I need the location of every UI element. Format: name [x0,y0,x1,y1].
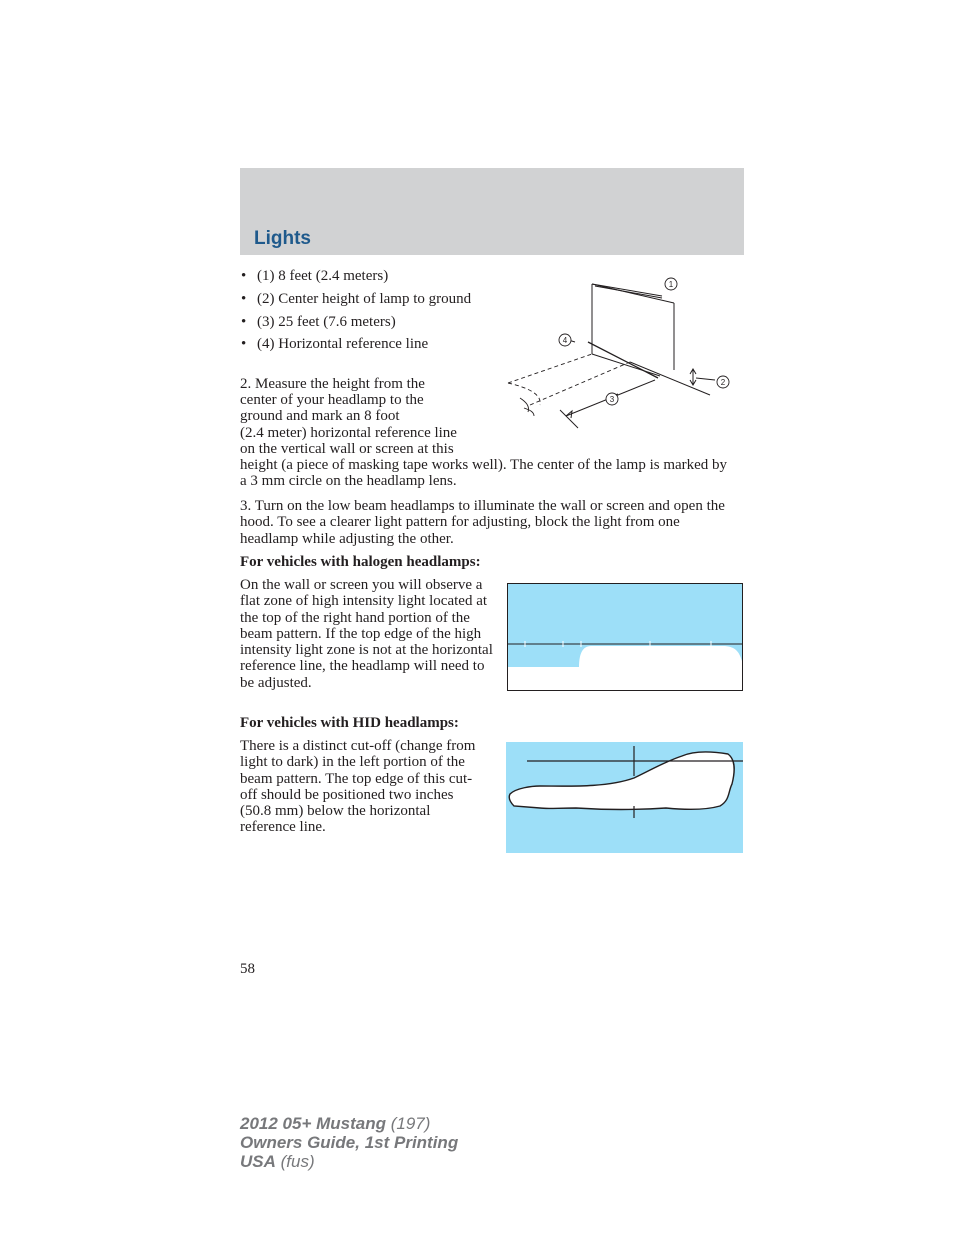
callout-2-label: 2 [720,378,726,387]
halogen-paragraph: On the wall or screen you will observe a flat zone of high intensity light located at the top of the right hand portion of the beam pattern. If the top edge of the high intensity light zone is not at the horizontal reference line, the headlamp will need to be adjusted. [240,577,493,691]
headlamp-aiming-diagram [500,270,744,435]
list-item: • (2) Center height of lamp to ground [241,290,472,307]
step2-line: center of your headlamp to the [240,392,424,408]
step2-line: 2. Measure the height from the [240,376,425,392]
list-item: • (4) Horizontal reference line [241,336,429,353]
hid-paragraph: There is a distinct cut-off (change from light to dark) in the left portion of the beam pattern. The top edge of this cut-off should be positioned two inches (50.8 mm) below the horizontal reference line. [240,738,476,836]
page-number: 58 [240,961,255,977]
section-header-band [240,168,744,255]
hid-heading: For vehicles with HID headlamps: [240,715,459,731]
list-item: • (3) 25 feet (7.6 meters) [241,313,396,330]
document-footer [240,1114,458,1171]
bullet-mark: • [241,268,247,284]
callout-3-label: 3 [609,395,615,404]
step2-paragraph: height (a piece of masking tape works well). The center of the lamp is marked by a 3 mm circle on the headlamp lens. [240,457,728,490]
callout-4-label: 4 [562,336,568,345]
footer-line: 2012 05+ Mustang (197) [240,1114,431,1133]
callout-1-label: 1 [668,280,674,289]
footer-line: Owners Guide, 1st Printing [240,1133,459,1152]
list-item: • (1) 8 feet (2.4 meters) [241,268,389,284]
step2-line: ground and mark an 8 foot [240,408,400,424]
bullet-mark: • [241,313,247,330]
bullet-list [240,268,490,359]
step2-line: (2.4 meter) horizontal reference line [240,425,457,441]
halogen-beam-pattern-diagram [507,583,743,691]
hid-beam-pattern-diagram [506,742,743,853]
halogen-heading: For vehicles with halogen headlamps: [240,554,481,570]
bullet-mark: • [241,290,247,307]
footer-line: USA (fus) [240,1152,315,1171]
step3-paragraph: 3. Turn on the low beam headlamps to illuminate the wall or screen and open the hood. To see a clearer light pattern for adjusting, block the light from one headlamp while adjusting the other. [240,498,725,547]
bullet-mark: • [241,336,247,353]
section-title: Lights [254,228,311,249]
step2-line: on the vertical wall or screen at this [240,441,454,457]
